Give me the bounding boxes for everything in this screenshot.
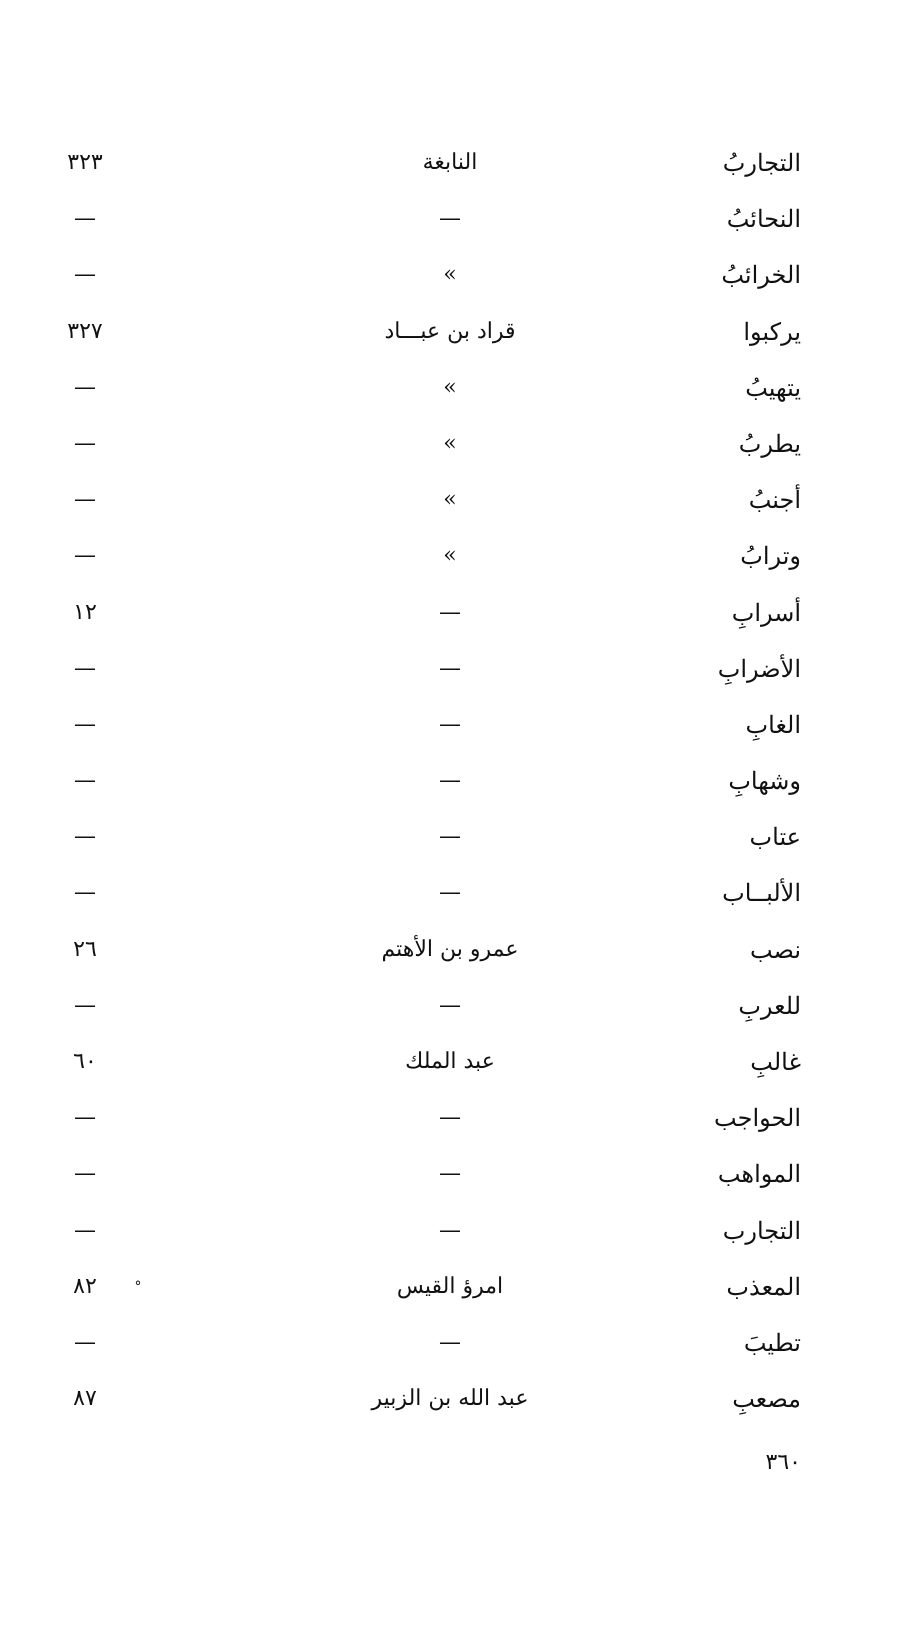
poet-name: النابغة xyxy=(422,150,478,175)
page-reference: — xyxy=(74,992,96,1018)
poet-name: — xyxy=(439,655,461,681)
page-reference: — xyxy=(74,487,96,513)
page-reference: — xyxy=(74,824,96,850)
table-row xyxy=(0,304,909,360)
table-row xyxy=(0,1371,909,1427)
table-row xyxy=(0,1090,909,1146)
rhyme-word: تطيبَ xyxy=(743,1328,801,1357)
poet-name: امرؤ القيس xyxy=(396,1273,504,1299)
poet-name: — xyxy=(439,824,461,850)
poet-name: — xyxy=(439,711,461,737)
poet-name: عمرو بن الأهتم xyxy=(381,936,519,962)
rhyme-word: عتاب xyxy=(749,823,801,852)
rhyme-word: أجنبُ xyxy=(748,486,801,515)
rhyme-word: الألبــاب xyxy=(722,879,801,908)
page-reference: — xyxy=(74,206,96,232)
page-reference: ٦٠ xyxy=(73,1049,97,1074)
rhyme-word: الأضرابِ xyxy=(717,654,801,683)
poet-name: » xyxy=(443,374,457,400)
page-reference: — xyxy=(74,880,96,906)
page-reference: — xyxy=(74,711,96,737)
poet-name: — xyxy=(439,1161,461,1187)
rhyme-word: يتهيبُ xyxy=(745,373,801,402)
rhyme-word: المواهب xyxy=(717,1160,801,1189)
page-reference: ٣٢٣ xyxy=(67,150,103,175)
rhyme-word: وشهابِ xyxy=(728,767,801,796)
rhyme-word: مصعبِ xyxy=(732,1385,801,1414)
poet-name: عبد الله بن الزبير xyxy=(371,1386,529,1412)
page-reference: — xyxy=(74,1105,96,1131)
table-row xyxy=(0,1259,909,1315)
table-row xyxy=(0,1146,909,1202)
rhyme-word: التجاربُ xyxy=(722,149,801,177)
poet-name: » xyxy=(443,262,457,288)
page-reference: ٨٢ xyxy=(73,1273,97,1299)
table-row xyxy=(0,1034,909,1090)
table-row xyxy=(0,247,909,303)
table-row xyxy=(0,1203,909,1259)
poet-name: — xyxy=(439,880,461,906)
poet-name: » xyxy=(443,487,457,513)
table-row xyxy=(0,191,909,247)
table-row xyxy=(0,416,909,472)
page-number: ٣٦٠ xyxy=(765,1450,801,1475)
page-reference: ٣٢٧ xyxy=(67,318,103,344)
table-row xyxy=(0,1315,909,1371)
page-reference: — xyxy=(74,1329,96,1355)
rhyme-word: الخرائبُ xyxy=(721,261,801,290)
table-row xyxy=(0,528,909,584)
rhyme-word: نصب xyxy=(749,935,801,964)
poet-name: — xyxy=(439,206,461,232)
page-reference: — xyxy=(74,655,96,681)
page-reference: ٨٧ xyxy=(73,1386,97,1412)
table-row xyxy=(0,922,909,978)
page-reference: — xyxy=(74,262,96,288)
table-row xyxy=(0,472,909,528)
table-row xyxy=(0,135,909,191)
poet-name: قراد بن عبـــاد xyxy=(384,318,516,344)
table-row xyxy=(0,865,909,921)
page-reference: — xyxy=(74,430,96,456)
rhyme-word: للعربِ xyxy=(738,991,801,1020)
poet-name: عبد الملك xyxy=(405,1049,495,1074)
poet-name: — xyxy=(439,992,461,1018)
poet-name: » xyxy=(443,543,457,569)
poet-name: — xyxy=(439,1329,461,1355)
page-reference: — xyxy=(74,1217,96,1243)
table-row xyxy=(0,978,909,1034)
rhyme-word: أسرابِ xyxy=(731,598,801,627)
rhyme-word: المعذب xyxy=(726,1272,801,1301)
table-row xyxy=(0,809,909,865)
poet-name: — xyxy=(439,768,461,794)
page-reference: — xyxy=(74,1161,96,1187)
poet-name: » xyxy=(443,430,457,456)
page-reference: — xyxy=(74,374,96,400)
rhyme-word: النحائبُ xyxy=(726,205,801,234)
table-row xyxy=(0,697,909,753)
rhyme-word: التجارب xyxy=(722,1216,801,1245)
poet-name: — xyxy=(439,1105,461,1131)
table-row xyxy=(0,641,909,697)
rhyme-word: يركبوا xyxy=(743,317,801,346)
rhyme-word: الحواجب xyxy=(714,1104,801,1133)
page-reference: — xyxy=(74,543,96,569)
rhyme-word: يطربُ xyxy=(738,429,801,458)
table-row xyxy=(0,585,909,641)
rhyme-word: الغابِ xyxy=(745,710,801,739)
degree-mark: ° xyxy=(134,1278,142,1295)
page-reference: — xyxy=(74,768,96,794)
page-reference: ١٢ xyxy=(73,599,97,625)
table-row xyxy=(0,753,909,809)
table-row xyxy=(0,360,909,416)
poet-name: — xyxy=(439,599,461,625)
index-table xyxy=(0,135,909,1427)
rhyme-word: وترابُ xyxy=(740,542,801,571)
rhyme-word: غالبِ xyxy=(750,1048,801,1076)
poet-name: — xyxy=(439,1217,461,1243)
page-reference: ٢٦ xyxy=(73,936,97,962)
